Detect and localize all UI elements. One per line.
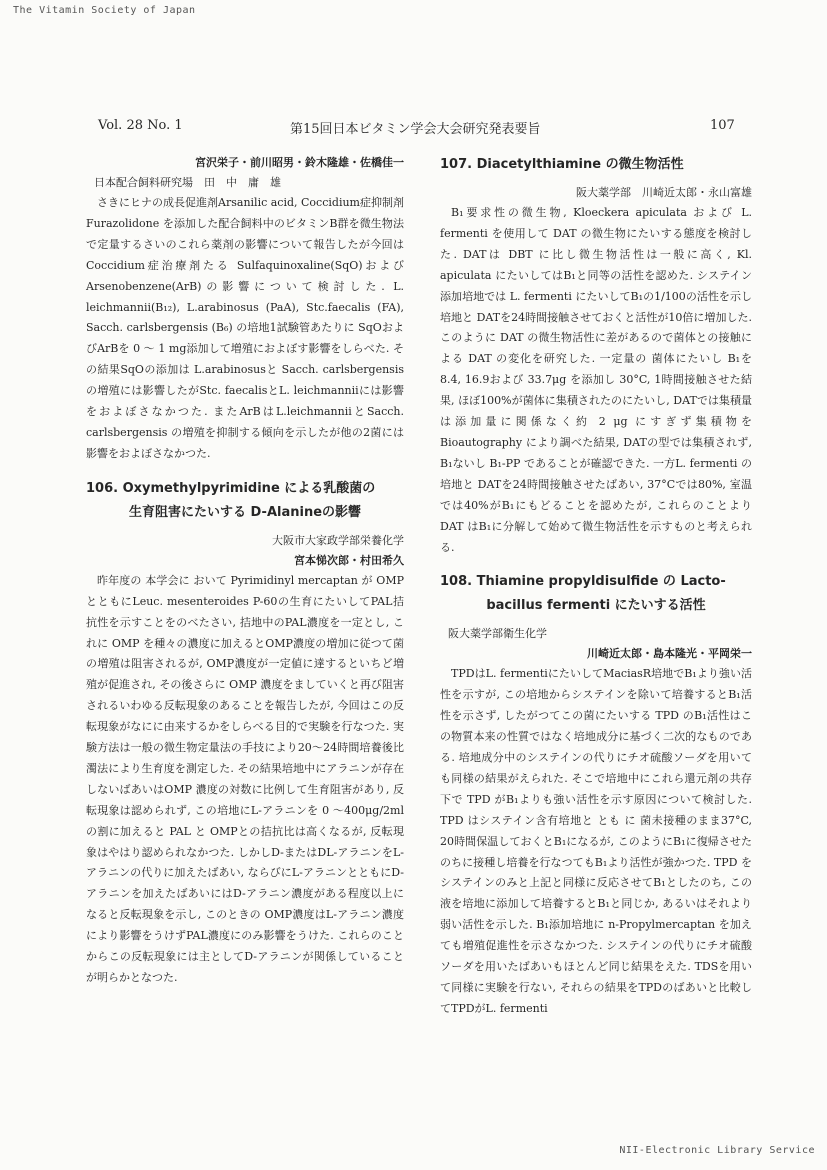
left-column: [86, 153, 404, 989]
section-affiliation: 阪大薬学部衛生化学: [448, 627, 547, 641]
abstract-paragraph: TPDはL. fermentiにたいしてMaciasR培地でB₁より強い活性を示すが, この培地からシステインを除いて培養するとB₁活性を示さず, したがつてこの菌にたいする TPD のB₁活性はこの物質本来の性質ではなく培地成分に基づく二次的なものである. 培地成分中のシステインの代りにチオ硫酸ソーダを用いても同様の結果がえられた. そこで培地中にこれら還元剤の共存下で TPD がB₁よりも強い活性を示す原因について検討した. TPD はシステイン含有培地と とも に 菌未接種のまま37°C, 20時間保温しておくとB₁になるが, このようにB₁に復帰させたのちに接種し培養を行なつてもB₁より活性が強かつた. TPD をシステインのみと上記と同様に反応させてB₁としたのち, この液を培地に添加して培養するとB₁と同じか, あるいはそれより弱い活性を示した. B₁添加培地に n-Propylmercaptan を加えても増殖促進性を示さなかつた. システインの代りにチオ硫酸ソーダを用いたばあいもほとんど同じ結果をえた. TDSを用いて同様に実験を行ない, それらの結果をTPDのばあいと比較してTPDがL. fermenti: [440, 667, 752, 1015]
abstract-paragraph: 昨年度の 本学会に おいて Pyrimidinyl mercaptan が OMPとともにLeuc. mesenteroides P-60の生育にたいしてPAL拮抗性を示すことをのべたさい, 拮地中のPAL濃度を一定とし, これに OMP を種々の濃度に加えるとOMP濃度の増加に従つて菌の増殖は阻害されるが, OMP濃度が一定値に達するといちど増殖が促進され, その後さらに OMP 濃度をましていくと再び阻害されるいわゆる反転現象のあることを報告したが, 今回はこの反転現象がなにに由来するかをしらべる目的で実験を行なつた. 実験方法は一般の微生物定量法の手技により20～24時間培養後比濁法により生育度を測定した. その結果培地中にアラニンが存在しないばあいはOMP 濃度の対数に比例して生育阻害があり, 反転現象は認められず, この培地にL-アラニンを 0 ～400μg/2mlの割に加えると PAL と OMPとの拮抗比は高くなるが, 反転現象はやはり認められなかつた. しかしD-またはDL-アラニンをL-アラニンの代りに加えたばあい, ならびにL-アラニンとともにD-アラニンを加えたばあいにはD-アラニン濃度がある程度以上になると反転現象を示し, このときの OMP濃度はL-アラニン濃度により影響をうけずPAL濃度にのみ影響をうけた. これらのことからこの反転現象には主としてD-アラニンが関係していることが明らかとなつた.: [86, 573, 404, 984]
section-title-108-line2: bacillus fermenti にたいする活性: [486, 598, 706, 614]
page-number: 107: [710, 118, 735, 133]
bottom-watermark: NII-Electronic Library Service: [619, 1145, 815, 1156]
section-affiliation-authors: 阪大薬学部 川崎近太郎・永山富雄: [576, 186, 752, 199]
abstract-paragraph: さきにヒナの成長促進剤Arsanilic acid, Coccidium症抑制剤 Furazolidone を添加した配合飼料中のビタミンB群を微生物法で定量するさいのこれら薬剤の影響について報告したが今回は Coccidium症治療剤たる Sulfaquinoxaline(SqO)および Arsenobenzene(ArB)の影響について検討した. L. leichmannii(B₁₂), L.arabinosus (PaA), Stc.faecalis (FA), Sacch. carlsbergensis (B₆) の培地1試験管あたりに SqOおよびArBを 0 ～ 1 mg添加して増殖におよぼす影響をしらべた. その結果SqOの添加は L.arabinosusと Sacch. carlsbergensis の増殖には影響したがStc. faecalisとL. leichmanniiには影響をおよぼさなかつた. またArBはL.leichmanniiとSacch. carlsbergensis の増殖を抑制する傾向を示したが他の2菌には影響をおよぼさなかつた.: [86, 196, 404, 460]
right-column: [440, 153, 752, 1020]
section-title-108: 108. Thiamine propyldisulfide の Lacto-: [440, 574, 726, 590]
author-affiliation: 日本配合飼料研究場 田 中 庸 雄: [94, 176, 281, 189]
volume-number: Vol. 28 No. 1: [98, 118, 183, 133]
section-title-107: 107. Diacetylthiamine の微生物活性: [440, 157, 684, 172]
section-affiliation: 大阪市大家政学部栄養化学: [272, 533, 404, 547]
section-authors: 宮本悌次郎・村田希久: [294, 553, 404, 567]
section-title-106-line2: 生育阻害にたいする D-Alanineの影響: [128, 504, 362, 520]
top-watermark: The Vitamin Society of Japan: [13, 5, 196, 16]
section-authors: 川崎近太郎・島本隆光・平岡栄一: [587, 647, 752, 661]
section-title-106: 106. Oxymethylpyrimidine による乳酸菌の: [86, 480, 376, 496]
abstract-paragraph: B₁要求性の微生物, Kloeckera apiculata および L. fermenti を使用して DAT の微生物にたいする態度を検討した. DATは DBT に比し微生物活性は一般に高く, Kl. apiculata にたいしてはB₁と同等の活性を認めた. システイン添加培地では L. fermenti にたいしてB₁の1/100の活性を示し培地と DATを24時間接触させておくと活性が10倍に増加した. このように DAT の微生物活性に差があるので菌体との接触による DAT の変化を研究した. 一定量の 菌体にたいし B₁を 8.4, 16.9および 33.7μg を添加し 30°C, 1時間接触させた結果, ほぼ100%が菌体に集積されたのにたいし, DATでは集積量は添加量に関係なく約 2 μg にすぎず集積物を Bioautography により調べた結果, DATの型では集積されず, B₁ないし B₁-PP であることが確認できた. 一方L. fermenti の培地と DATを24時間接触させたばあい, 37°Cでは80%, 室温では40%がB₁にもどることを認めたが, これらのことより DAT はB₁に分解して始めて微生物活性を示すものと考えられる.: [440, 206, 752, 554]
journal-title: 第15回日本ビタミン学会大会研究発表要旨: [290, 122, 541, 137]
author-list: 宮沢栄子・前川昭男・鈴木隆雄・佐橋佳一: [195, 156, 404, 169]
